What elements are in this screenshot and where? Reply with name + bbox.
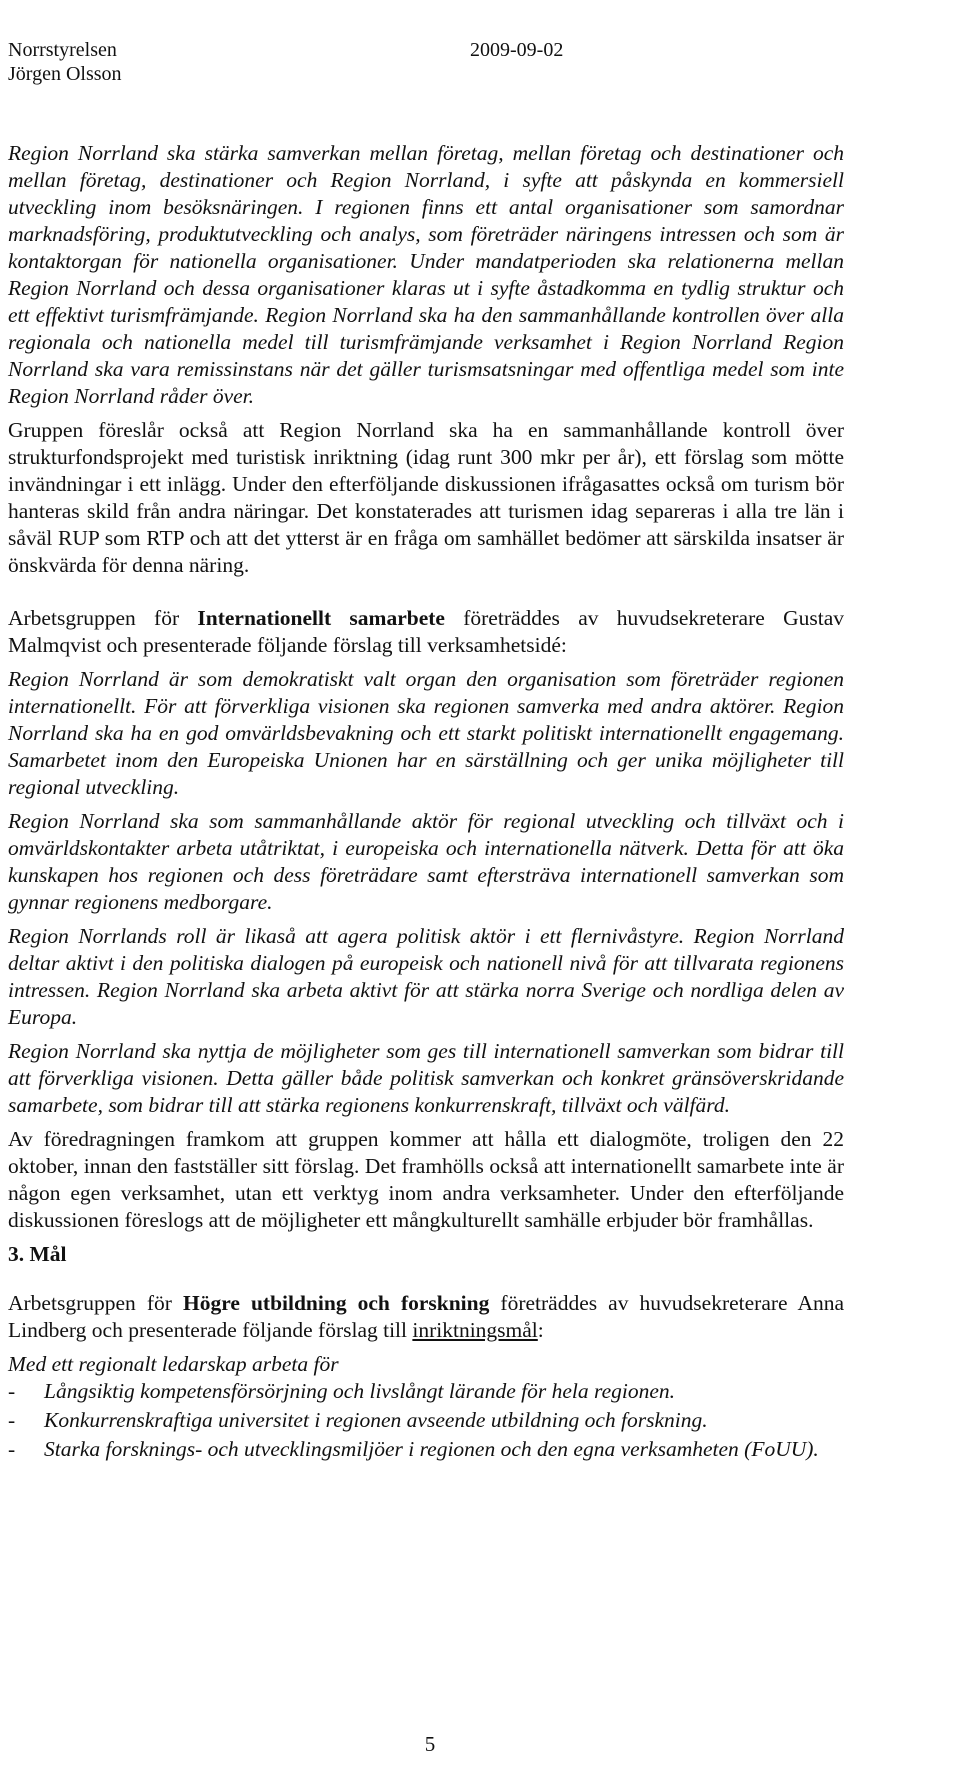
goal-text: Konkurrenskraftiga universitet i regionen avseende utbildning och forskning. [44, 1408, 708, 1432]
goals-group-name: Högre utbildning och forskning [182, 1291, 490, 1315]
header-date: 2009-09-02 [470, 39, 564, 61]
intl-idea-paragraph-2: Region Norrland ska som sammanhållande aktör för regional utveckling och tillväxt och i omvärldskontakter arbeta utåtriktat, i europeiska och internationella nätverk. Detta för att öka kunskapen hos regionen och dess företrädare samt eftersträva internationell samverkan som gynnar regionens medborgare. [8, 809, 844, 914]
tourism-discussion-paragraph: Gruppen föreslår också att Region Norrland ska ha en sammanhållande kontroll över strukturfondsprojekt med turistisk inriktning (idag runt 300 mkr per år), ett förslag som mötte invändningar i ett inlägg. Under den efterföljande diskussionen ifrågasattes också om turism bör hanteras skild från andra näringar. Det konstaterades att turismen idag separeras i alla tre län i såväl RUP som RTP och att det ytterst är en fråga om samhället bedömer att särskilda insatser är önskvärda för denna näring. [8, 418, 844, 577]
list-item [8, 1407, 844, 1434]
intl-group-name: Internationellt samarbete [197, 606, 445, 630]
intl-idea-paragraph-4: Region Norrland ska nyttja de möjligheter som ges till internationell samverkan som bidrar till att förverkliga visionen. Detta gäller både politisk samverkan och konkret gränsöverskridande samarbete, som bidrar till att stärka regionens konkurrenskraft, tillväxt och välfärd. [8, 1039, 844, 1117]
goals-lead-text-2: företräddes av huvudsekreterare Anna Lindberg och presenterade följande förslag till [8, 1291, 845, 1342]
goals-lead-text-3: : [537, 1318, 544, 1342]
document-body [8, 140, 844, 1465]
intl-lead-paragraph [8, 605, 844, 659]
tourism-proposal-paragraph: Region Norrland ska stärka samverkan mellan företag, mellan företag och destinationer och mellan företag, destinationer och Region Norrland, i syfte att påskynda en kommersiell utveckling inom besöksnäringen. I regionen finns ett antal organisationer som samordnar marknadsföring, produktutveckling och analys, som företräder näringens intressen och som är kontaktorgan för nationella organisationer. Under mandatperioden ska relationerna mellan Region Norrland och dessa organisationer klaras ut i syfte åstadkomma en tydlig struktur och ett effektivt turismfrämjande. Region Norrland ska ha den sammanhållande kontrollen över alla regionala och nationella medel till turismfrämjande verksamhet i Region Norrland Region Norrland ska vara remissinstans när det gäller turismsatsningar med offentliga medel som inte Region Norrland råder över. [8, 141, 844, 408]
list-item [8, 1436, 844, 1463]
header-author: Jörgen Olsson [8, 63, 122, 85]
list-dash: - [8, 1408, 16, 1432]
goals-intro-line: Med ett regionalt ledarskap arbeta för [8, 1352, 339, 1376]
intl-lead-text-1: Arbetsgruppen för [8, 606, 198, 630]
header-left [8, 38, 122, 86]
goals-lead-text-1: Arbetsgruppen för [8, 1291, 183, 1315]
goal-text: Långsiktig kompetensförsörjning och livslångt lärande för hela regionen. [44, 1379, 676, 1403]
goals-list [8, 1378, 844, 1463]
goals-lead-paragraph [8, 1290, 844, 1344]
list-dash: - [8, 1437, 16, 1461]
page-number: 5 [424, 1732, 436, 1756]
section-heading: 3. Mål [8, 1242, 67, 1266]
header-org: Norrstyrelsen [8, 39, 117, 61]
intl-followup-paragraph: Av föredragningen framkom att gruppen kommer att hålla ett dialogmöte, troligen den 22 oktober, innan den fastställer sitt förslag. Det framhölls också att internationellt samarbete inte är någon egen verksamhet, utan ett verktyg inom andra verksamheter. Under den efterföljande diskussionen föreslogs att de möjligheter ett mångkulturellt samhälle erbjuder bör framhållas. [8, 1127, 844, 1232]
list-item [8, 1378, 844, 1405]
intl-idea-paragraph-1: Region Norrland är som demokratiskt valt organ den organisation som företräder regionen internationellt. För att förverkliga visionen ska regionen samverka med andra aktörer. Region Norrland ska ha en god omvärldsbevakning och ett starkt politiskt internationellt engagemang. Samarbetet inom den Europeiska Unionen har en särställning och ger unika möjligheter till regional utveckling. [8, 667, 844, 799]
intl-lead-text-2: företräddes av huvudsekreterare Gustav Malmqvist och presenterade följande förslag till verksamhetsidé: [8, 606, 844, 657]
goals-underlined-term: inriktningsmål [412, 1318, 538, 1342]
list-dash: - [8, 1379, 16, 1403]
goal-text: Starka forsknings- och utvecklingsmiljöer i regionen och den egna verksamheten (FoUU). [44, 1437, 819, 1461]
intl-idea-paragraph-3: Region Norrlands roll är likaså att agera politisk aktör i ett flernivåstyre. Region Norrland deltar aktivt i den politiska dialogen på europeisk och nationell nivå för att tillvarata regionens intressen. Region Norrland ska arbeta aktivt för att stärka norra Sverige och nordliga delen av Europa. [8, 924, 844, 1029]
